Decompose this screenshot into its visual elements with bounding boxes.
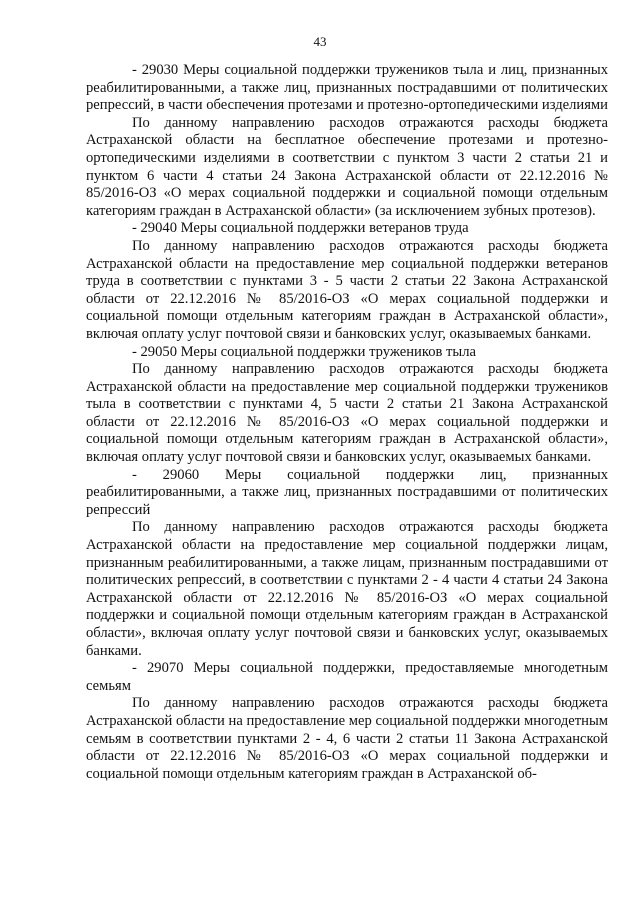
section-heading-29050: - 29050 Меры социальной поддержки тружеников тыла bbox=[132, 343, 476, 360]
section-heading-29060: - 29060 Меры социальной поддержки лиц, признанных реабилитированными, а также лиц, признанных пострадавшими от политических репрессий bbox=[86, 466, 608, 518]
section-heading-29040: - 29040 Меры социальной поддержки ветеранов труда bbox=[132, 220, 469, 237]
section-paragraph-29050: По данному направлению расходов отражаются расходы бюджета Астраханской области на предоставление мер социальной поддержки тружеников тыла в соответствии с пунктами 4, 5 части 2 статьи 21 Закона Астраханской области от 22.12.2016 № 85/2016-ОЗ «О мерах социальной поддержки и социальной помощи отдельным категориям граждан в Астраханской области», включая оплату услуг почтовой связи и банковских услуг, оказываемых банками. bbox=[86, 361, 608, 466]
section-heading-29030: - 29030 Меры социальной поддержки тружеников тыла и лиц, признанных реабилитированными, а также лиц, признанных пострадавшими от политических репрессий, в части обеспечения протезами и протезно-ортопедическими изделиями bbox=[86, 62, 608, 114]
section-paragraph-29040: По данному направлению расходов отражаются расходы бюджета Астраханской области на предоставление мер социальной поддержки ветеранов труда в соответствии с пунктами 3 - 5 части 2 статьи 22 Закона Астраханской области от 22.12.2016 № 85/2016-ОЗ «О мерах социальной поддержки и социальной помощи отдельным категориям граждан в Астраханской области», включая оплату услуг почтовой связи и банковских услуг, оказываемых банками. bbox=[86, 237, 608, 342]
document-body bbox=[86, 62, 608, 783]
section-paragraph-29060: По данному направлению расходов отражаются расходы бюджета Астраханской области на предоставление мер социальной поддержки лицам, признанным реабилитированными, а также лицам, признанным пострадавшими от политических репрессий, в соответствии с пунктами 2 - 4 части 4 статьи 24 Закона Астраханской области от 22.12.2016 № 85/2016-ОЗ «О мерах социальной поддержки и социальной помощи отдельным категориям граждан в Астраханской области», включая оплату услуг почтовой связи и банковских услуг, оказываемых банками. bbox=[86, 519, 608, 659]
section-paragraph-29070: По данному направлению расходов отражаются расходы бюджета Астраханской области на предоставление мер социальной поддержки многодетным семьям в соответствии пунктами 2 - 4, 6 части 2 статьи 11 Закона Астраханской области от 22.12.2016 № 85/2016-ОЗ «О мерах социальной поддержки и социальной помощи отдельным категориям граждан в Астраханской об- bbox=[86, 695, 608, 782]
page-number: 43 bbox=[313, 34, 327, 49]
section-paragraph-29030: По данному направлению расходов отражаются расходы бюджета Астраханской области на бесплатное обеспечение протезами и протезно-ортопедическими изделиями в соответствии с пунктом 3 части 2 статьи 21 и пунктом 6 части 4 статьи 24 Закона Астраханской области от 22.12.2016 № 85/2016-ОЗ «О мерах социальной поддержки и социальной помощи отдельным категориям граждан в Астраханской области» (за исключением зубных протезов). bbox=[86, 114, 608, 219]
section-heading-29070: - 29070 Меры социальной поддержки, предоставляемые многодетным семьям bbox=[86, 660, 608, 694]
